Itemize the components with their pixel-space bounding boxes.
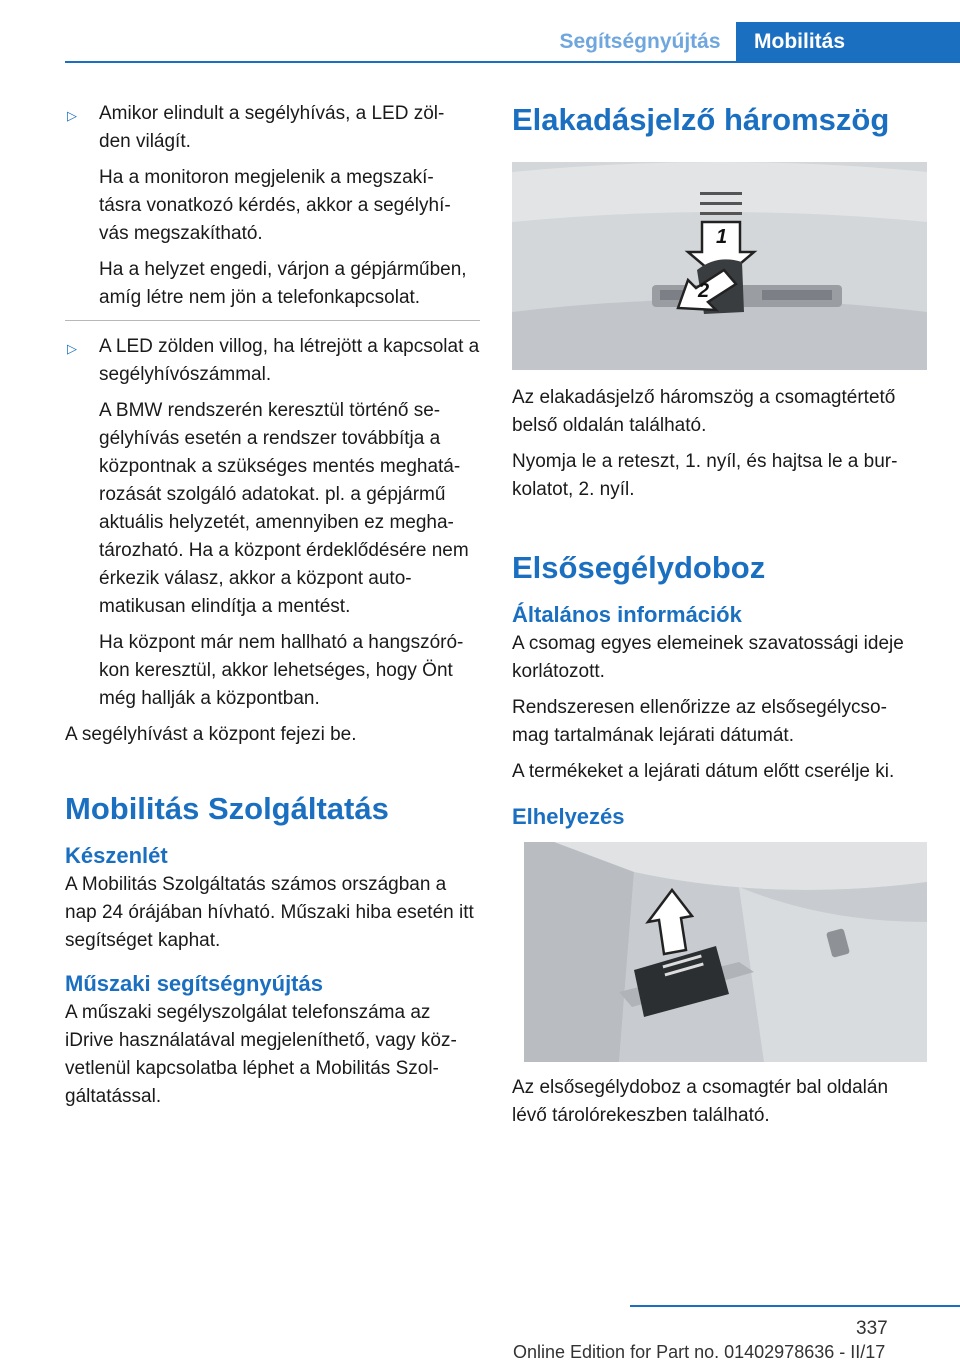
- arrow-1-label: 1: [716, 226, 728, 248]
- trunk-compartment-figure: [524, 842, 927, 1062]
- first-aid-heading: Elsősegélydoboz: [512, 550, 766, 585]
- trunk-lid-illustration: [512, 162, 927, 370]
- technical-assistance-text: A műszaki segélyszolgálat telefonszáma az iDrive használatával megjeleníthető, vagy köz‐ vetlenül kapcsolatba léphet a Mobilitás Szol‐ gáltatással.: [65, 1002, 457, 1107]
- page-number: 337: [856, 1318, 888, 1339]
- header-rule: [65, 61, 960, 63]
- warning-triangle-heading: Elakadásjelző háromszög: [512, 102, 890, 137]
- step-triangle-icon: ▷: [67, 341, 77, 356]
- step-2-paragraph-2: A BMW rendszerén keresztül történő se‐ gélyhívás esetén a rendszer továbbítja a központnak a szükséges mentés meghatá‐ rozását szolgáló adatokat. pl. a gépjármű aktuális helyzetét, amennyiben ez megha‐ tározható. Ha a központ érdeklődésére nem érkezik válasz, akkor a központ auto‐ matikusan elindítja a mentést.: [99, 400, 469, 617]
- location-heading: Elhelyezés: [512, 804, 625, 829]
- step-1: [65, 100, 480, 312]
- general-info-heading: Általános információk: [512, 602, 742, 627]
- warning-triangle-text-2: Nyomja le a reteszt, 1. nyíl, és hajtsa le a bur‐ kolatot, 2. nyíl.: [512, 451, 898, 500]
- step-2-paragraph-3: Ha központ már nem hallható a hangszóró‐ kon keresztül, akkor lehetséges, hogy Önt még hallják a központban.: [99, 632, 464, 709]
- step-1-paragraph-1: Amikor elindult a segélyhívás, a LED zöl‐ den világít.: [99, 103, 445, 152]
- general-info-text-3: A termékeket a lejárati dátum előtt cserélje ki.: [512, 761, 895, 782]
- right-column: [512, 100, 927, 1138]
- step-1-paragraph-2: Ha a monitoron megjelenik a megszakí‐ tásra vonatkozó kérdés, akkor a segélyhí‐ vás megszakítható.: [99, 167, 451, 244]
- step-1-paragraph-3: Ha a helyzet engedi, várjon a gépjárműben, amíg létre nem jön a telefonkapcsolat.: [99, 259, 467, 308]
- mobility-service-heading: Mobilitás Szolgáltatás: [65, 791, 389, 826]
- location-text: Az elsősegélydoboz a csomagtér bal oldalán lévő tárolórekeszben található.: [512, 1077, 889, 1126]
- warning-triangle-text-1: Az elakadásjelző háromszög a csomagtértető belső oldalán található.: [512, 387, 896, 436]
- trunk-compartment-illustration: [524, 842, 927, 1062]
- step-divider: [65, 320, 480, 321]
- step-triangle-icon: ▷: [67, 108, 77, 123]
- general-info-text-2: Rendszeresen ellenőrizze az elsősegélycso‐ mag tartalmának lejárati dátumát.: [512, 697, 887, 746]
- standby-text: A Mobilitás Szolgáltatás számos országban a nap 24 órájában hívható. Műszaki hiba esetén itt segítséget kaphat.: [65, 874, 474, 951]
- closing-text: A segélyhívást a központ fejezi be.: [65, 724, 357, 745]
- general-info-text-1: A csomag egyes elemeinek szavatossági ideje korlátozott.: [512, 633, 904, 682]
- trunk-lid-figure: [512, 162, 927, 370]
- standby-heading: Készenlét: [65, 843, 168, 868]
- step-2-paragraph-1: A LED zölden villog, ha létrejött a kapcsolat a segélyhívószámmal.: [99, 336, 480, 385]
- arrow-2-label: 2: [698, 280, 710, 302]
- header-chapter-tab: Mobilitás: [736, 22, 960, 62]
- edition-footer: Online Edition for Part no. 01402978636 - II/17: [513, 1342, 886, 1362]
- technical-assistance-heading: Műszaki segítségnyújtás: [65, 971, 323, 996]
- left-column: [65, 100, 480, 1119]
- step-2: [65, 333, 480, 713]
- footer-rule: [630, 1305, 960, 1307]
- header-section-tab: Segítségnyújtás: [559, 30, 721, 53]
